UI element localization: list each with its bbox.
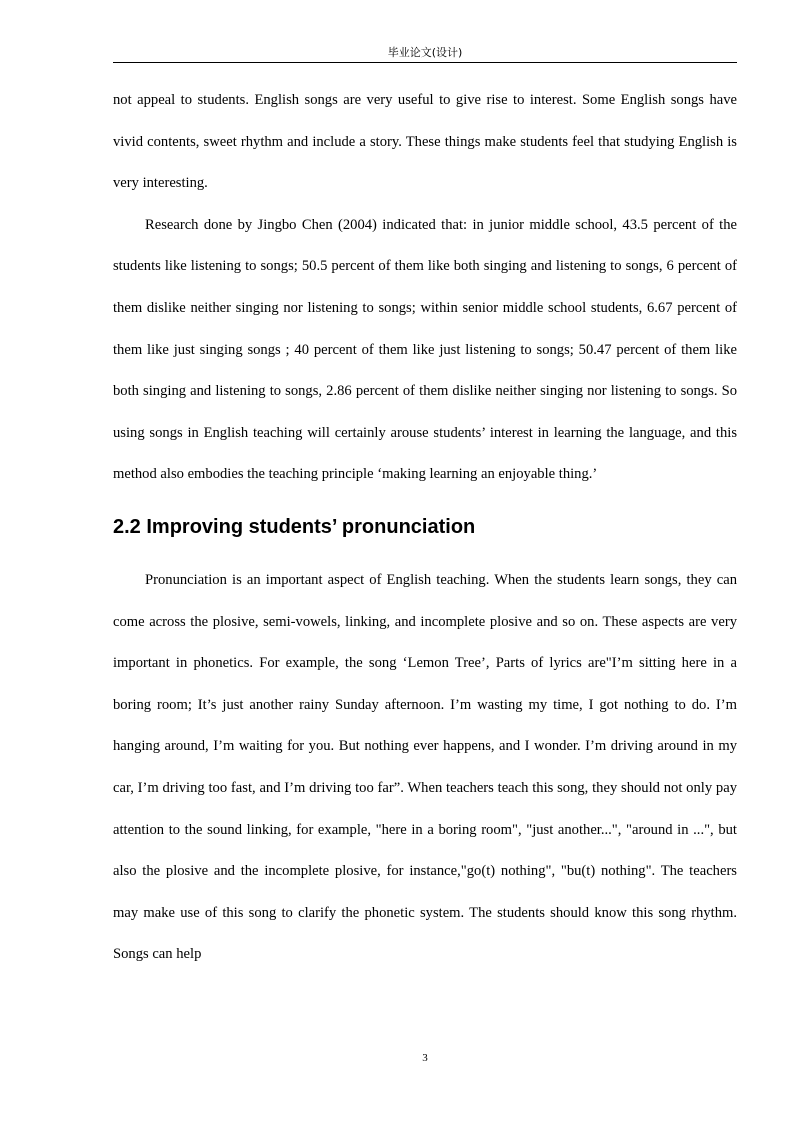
body-paragraph-research: Research done by Jingbo Chen (2004) indicated that: in junior middle school, 43.5 percent of the students like listening to songs; 50.5 percent of them like both singing and listening to songs, 6 percent of them dislike neither singing nor listening to songs; within senior middle school students, 6.67 percent of them like just singing songs ; 40 percent of them like just listening to songs; 50.47 percent of them like both singing and listening to songs, 2.86 percent of them dislike neither singing nor listening to songs. So using songs in English teaching will certainly arouse students’ interest in learning the language, and this method also embodies the teaching principle ‘making learning an enjoyable thing.’ [113, 216, 737, 483]
page-header: 毕业论文(设计) [387, 46, 463, 59]
page-number: 3 [422, 1052, 428, 1064]
page-body [113, 80, 737, 976]
body-paragraph-pronunciation: Pronunciation is an important aspect of English teaching. When the students learn songs, they can come across the plosive, semi-vowels, linking, and incomplete plosive and so on. These aspects are very important in phonetics. For example, the song ‘Lemon Tree’, Parts of lyrics are"I’m sitting here in a boring room; It’s just another rainy Sunday afternoon. I’m wasting my time, I got nothing to do. I’m hanging around, I’m waiting for you. But nothing ever happens, and I wonder. I’m driving around in my car, I’m driving too fast, and I’m driving too far”. When teachers teach this song, they should not only pay attention to the sound linking, for example, "here in a boring room", "just another...", "around in ...", but also the plosive and the incomplete plosive, for instance,"go(t) nothing", "bu(t) nothing". The teachers may make use of this song to clarify the phonetic system. The students should know this song rhythm. Songs can help [113, 571, 737, 963]
header-divider [113, 62, 737, 63]
body-paragraph-continued: not appeal to students. English songs are very useful to give rise to interest. Some English songs have vivid contents, sweet rhythm and include a story. These things make students feel that studying English is very interesting. [113, 92, 737, 192]
section-heading: 2.2 Improving students’ pronunciation [113, 515, 476, 538]
